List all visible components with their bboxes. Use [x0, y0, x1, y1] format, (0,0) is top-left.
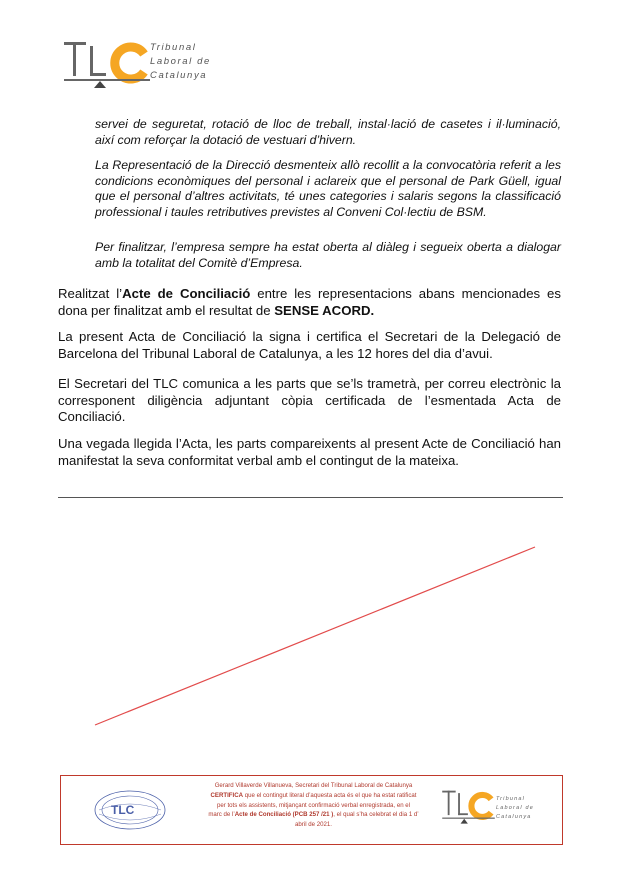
notification-paragraph: El Secretari del TLC comunica a les parts que se’ls trametrà, per correu electrònic la corresponent diligència adjuntant còpia certificada de l’esmentada Acta de Conciliació.	[58, 376, 561, 425]
quote-paragraph-1: servei de seguretat, rotació de lloc de treball, instal·lació de casetes i il·luminació, així com reforçar la dotació de vestuari d’hivern.	[95, 117, 561, 147]
stamp-icon	[93, 788, 168, 832]
text: Realitzat l’	[58, 286, 123, 301]
footer-tlc-logo	[441, 788, 496, 835]
cert-line	[191, 810, 436, 820]
text: entre les representacions abans mencionades es dona per finalitzat amb el resultat de	[58, 286, 561, 318]
cert-line	[191, 791, 436, 801]
bold-text: CERTIFICA	[210, 791, 244, 799]
tlc-logo-icon	[441, 788, 496, 830]
org-line: Catalunya	[150, 70, 208, 81]
cert-line: per tots els assistents, mitjançant confirmació verbal enregistrada, en el	[216, 801, 411, 809]
org-line: Tribunal	[496, 796, 526, 802]
text: , el qual s’ha celebrat el dia 1 d’	[333, 811, 419, 819]
text: que el contingut literal d’aquesta acta és el que ha estat ratificat	[243, 791, 417, 799]
seal-stamp	[93, 788, 168, 837]
cert-line: abril de 2021.	[295, 821, 332, 829]
signature-paragraph: La present Acta de Conciliació la signa i certifica el Secretari de la Delegació de Barcelona del Tribunal Laboral de Catalunya, a les 12 hores del dia d’avui.	[58, 329, 561, 361]
quote-paragraph-3: Per finalitzar, l’empresa sempre ha estat oberta al diàleg i segueix oberta a dialogar amb la totalitat del Comitè d’Empresa.	[95, 240, 561, 270]
org-line: Laboral de	[496, 805, 534, 811]
result-text: SENSE ACORD.	[274, 302, 375, 318]
org-line: Laboral de	[150, 56, 211, 67]
text: marc de l’	[208, 811, 235, 819]
conformity-paragraph: Una vegada llegida l’Acta, les parts compareixents al present Acte de Conciliació han manifestat la seva conformitat verbal amb el contingut de la mateixa.	[58, 436, 561, 468]
cert-line: Gerard Villaverde Villanueva, Secretari del Tribunal Laboral de Catalunya	[214, 782, 413, 789]
bold-text: Acte de Conciliació (PCB 257 /21 )	[234, 811, 334, 819]
org-line: Tribunal	[150, 42, 197, 53]
quote-paragraph-2: La Representació de la Direcció desmenteix allò recollit a la convocatòria referit a les condicions econòmiques del personal i aclareix que el personal de Park Güell, igual que el personal d’altres activitats, té unes categories i salaris segons la classificació professional i taules retributives previstes al Conveni Col·lectiu de BSM.	[95, 158, 561, 219]
bold-text: Acte de Conciliació	[122, 286, 251, 301]
certification-box	[60, 775, 563, 845]
org-line: Catalunya	[496, 814, 532, 820]
certification-text	[191, 781, 436, 830]
svg-text:TLC: TLC	[111, 803, 135, 817]
footer-org-name	[496, 795, 534, 822]
